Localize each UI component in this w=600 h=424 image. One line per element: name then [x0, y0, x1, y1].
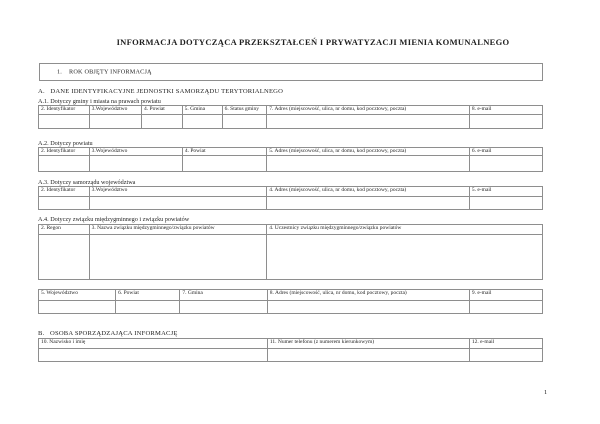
field-cell[interactable]: [89, 156, 182, 172]
subsection-a2-label: A.2. Dotyczy powiatu: [38, 140, 93, 147]
field-cell[interactable]: [469, 115, 542, 129]
table-a1: [38, 105, 543, 129]
column-header: 5. Adres (miejscowość, ulica, nr domu, kod pocztowy, poczta): [267, 148, 470, 156]
subsection-a3-label: A.3. Dotyczy samorządu województwa: [38, 178, 136, 186]
column-header: 6. e-mail: [469, 148, 542, 156]
column-header: 2. Regon: [39, 225, 90, 235]
column-header: 4. Uczestnicy związku międzygminnego/związku powiatów: [267, 225, 543, 235]
field-cell[interactable]: [267, 301, 469, 314]
field-cell[interactable]: [267, 235, 543, 280]
column-header: 3.Województwo: [89, 187, 267, 197]
field-cell[interactable]: [267, 115, 470, 129]
field-cell[interactable]: [39, 235, 90, 280]
field-cell[interactable]: [180, 301, 267, 314]
field-cell[interactable]: [89, 115, 141, 129]
year-box-label: 1. ROK OBJĘTY INFORMACJĄ: [57, 68, 152, 76]
field-cell[interactable]: [267, 156, 470, 172]
column-header: 5. e-mail: [469, 187, 542, 197]
column-header: 2. Identyfikator: [39, 187, 90, 197]
column-header: 4. Adres (miejscowość, ulica, nr domu, kod pocztowy, poczta): [267, 187, 470, 197]
table-a3-wrapper: [38, 186, 543, 210]
column-header: 8. e-mail: [469, 106, 542, 115]
column-header: 6. Powiat: [116, 290, 180, 301]
subsection-a4-label: A.4. Dotyczy związku międzygminnego i związku powiatów: [38, 216, 190, 223]
column-header: 7. Adres (miejscowość, ulica, nr domu, kod pocztowy, poczta): [267, 106, 470, 115]
section-a-heading: A. DANE IDENTYFIKACYJNE JEDNOSTKI SAMORZĄDU TERYTORIALNEGO: [38, 88, 284, 95]
column-header: 4. Powiat: [182, 148, 266, 156]
table-a4: [38, 224, 543, 280]
field-cell[interactable]: [182, 115, 222, 129]
form-title: INFORMACJA DOTYCZĄCA PRZEKSZTAŁCEŃ I PRYWATYZACJI MIENIA KOMUNALNEGO: [116, 37, 510, 47]
section-b-heading: B. OSOBA SPORZĄDZAJĄCA INFORMACJĘ: [38, 330, 178, 337]
table-a3: [38, 186, 543, 210]
page-number: 1: [544, 389, 548, 396]
field-cell[interactable]: [89, 235, 267, 280]
column-header: 7. Gmina: [180, 290, 267, 301]
column-header: 2. Identyfikator: [39, 106, 90, 115]
field-cell[interactable]: [469, 301, 542, 314]
column-header: 10. Nazwisko i imię: [39, 339, 268, 349]
field-cell[interactable]: [39, 156, 90, 172]
field-cell[interactable]: [469, 349, 542, 362]
field-cell[interactable]: [39, 115, 90, 129]
column-header: 11. Numer telefonu (z numerem kierunkowym): [267, 339, 469, 349]
column-header: 5. Województwo: [39, 290, 116, 301]
field-cell[interactable]: [89, 197, 267, 210]
field-cell[interactable]: [142, 115, 183, 129]
table-a4-continuation: [38, 289, 543, 314]
table-a1-wrapper: [38, 105, 543, 129]
table-a2: [38, 147, 543, 172]
table-b: [38, 338, 543, 362]
field-cell[interactable]: [39, 197, 90, 210]
column-header: 4. Powiat: [142, 106, 183, 115]
column-header: 8. Adres (miejscowość, ulica, nr domu, kod pocztowy, poczta): [267, 290, 469, 301]
field-cell[interactable]: [469, 197, 542, 210]
column-header: 3.Województwo: [89, 106, 141, 115]
column-header: 3. Nazwa związku międzygminnego/związku powiatów: [89, 225, 267, 235]
column-header: 2. Identyfikator: [39, 148, 90, 156]
column-header: 12. e-mail: [469, 339, 542, 349]
column-header: 3.Województwo: [89, 148, 182, 156]
field-cell[interactable]: [222, 115, 267, 129]
year-box: [39, 63, 543, 81]
field-cell[interactable]: [267, 197, 470, 210]
table-a4-continuation-wrapper: [38, 289, 543, 314]
column-header: 9. e-mail: [469, 290, 542, 301]
field-cell[interactable]: [469, 156, 542, 172]
field-cell[interactable]: [116, 301, 180, 314]
table-a4-wrapper: [38, 224, 543, 280]
field-cell[interactable]: [39, 301, 116, 314]
field-cell[interactable]: [182, 156, 266, 172]
subsection-a1-label: A.1. Dotyczy gminy i miasta na prawach powiatu: [38, 97, 161, 105]
field-cell[interactable]: [39, 349, 268, 362]
table-b-wrapper: [38, 338, 543, 362]
table-a2-wrapper: [38, 147, 543, 172]
field-cell[interactable]: [267, 349, 469, 362]
column-header: 5. Gmina: [182, 106, 222, 115]
column-header: 6. Status gminy: [222, 106, 267, 115]
